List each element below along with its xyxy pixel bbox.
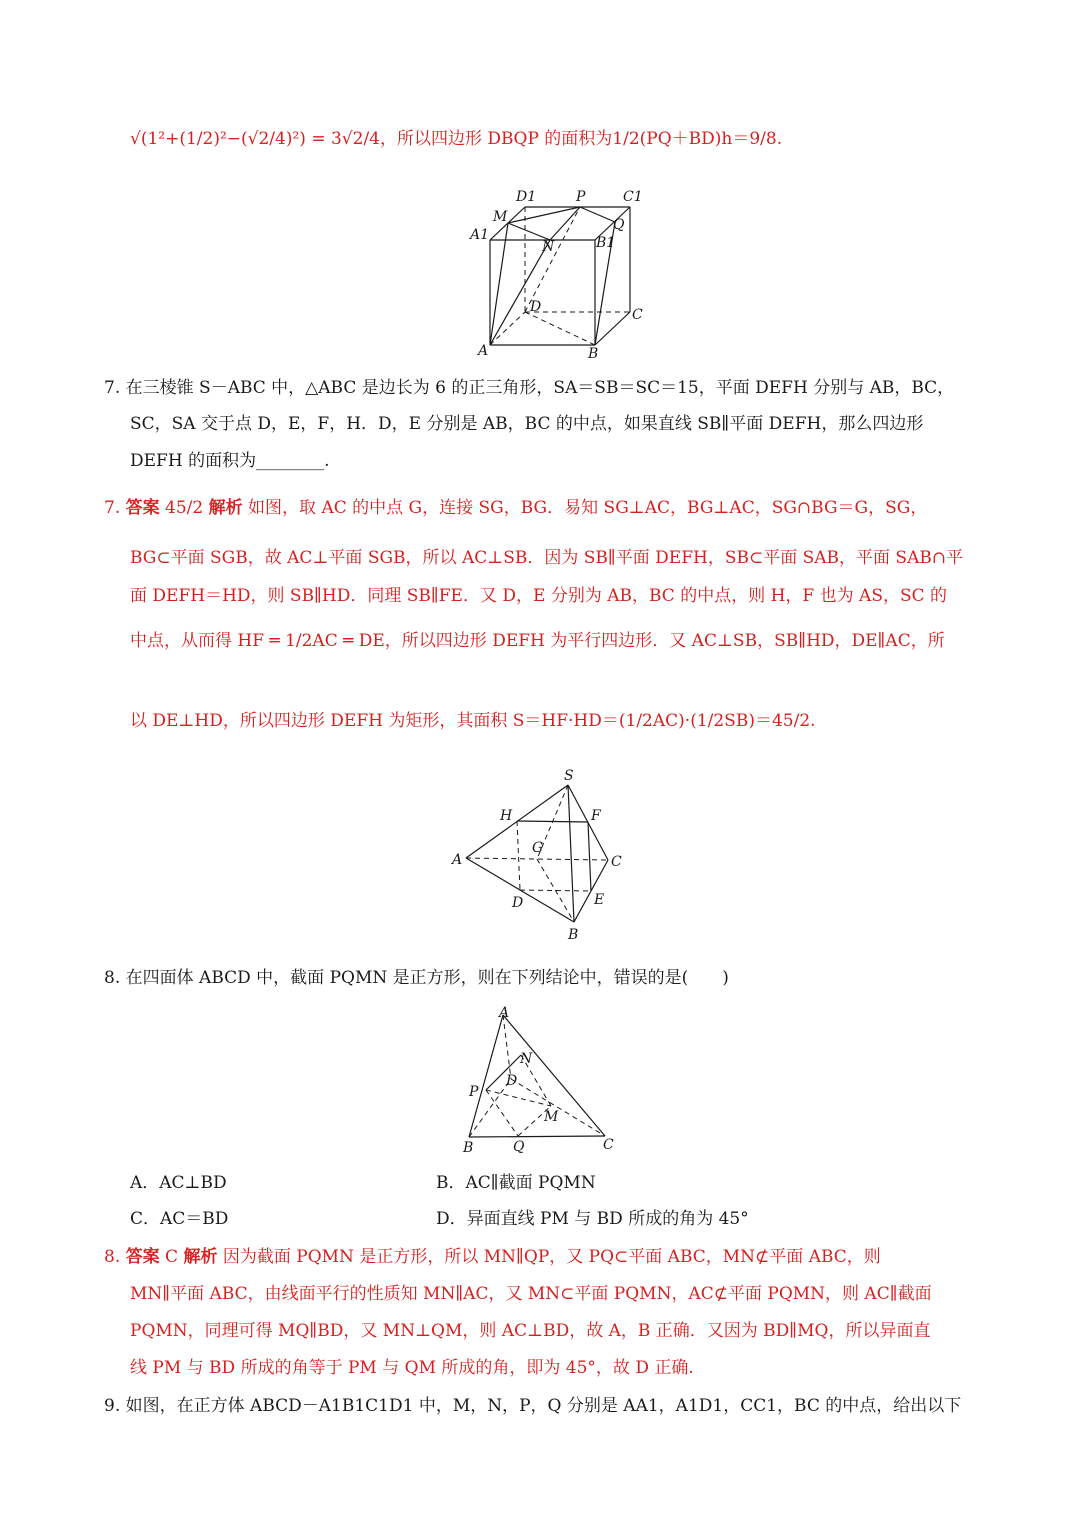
fig1-label-d: D — [530, 299, 542, 315]
fig2-label-d: D — [512, 895, 524, 911]
top-formula: √(1²+(1/2)²−(√2/4)²) = 3√2/4，所以四边形 DBQP 的面积为1/2(PQ＋BD)h＝9/8. — [130, 129, 783, 149]
fig2-label-e: E — [594, 892, 605, 908]
fig1-label-a1: A1 — [470, 227, 490, 243]
fig1-label-n: N — [542, 239, 555, 255]
a8-answer-value: C — [165, 1247, 179, 1267]
fig1-label-b1: B1 — [596, 235, 616, 251]
a7-line-2: BG⊂平面 SGB，故 AC⊥平面 SGB，所以 AC⊥SB．因为 SB∥平面 DEFH，SB⊂平面 SAB，平面 SAB∩平 — [130, 548, 964, 568]
a7-analysis-label: 解析 — [208, 498, 243, 518]
figure-cube — [460, 185, 660, 369]
a7-answer-value: 45/2 — [165, 498, 204, 518]
fig1-label-m: M — [493, 209, 508, 225]
q7-line-1: 7. 在三棱锥 S－ABC 中，△ABC 是边长为 6 的正三角形，SA＝SB＝SC＝15，平面 DEFH 分别与 AB，BC， — [104, 378, 955, 398]
fig2-label-a: A — [452, 852, 463, 868]
fig3-label-n: N — [520, 1051, 533, 1067]
fig1-label-b: B — [588, 346, 599, 362]
fig3-label-a: A — [499, 1005, 510, 1021]
a7-line-3: 面 DEFH＝HD，则 SB∥HD．同理 SB∥FE．又 D，E 分别为 AB，BC 的中点，则 H，F 也为 AS，SC 的 — [130, 586, 948, 606]
fig3-label-q: Q — [513, 1139, 525, 1155]
q7-line-3: DEFH 的面积为________. — [130, 451, 330, 471]
fig2-label-b: B — [568, 927, 579, 943]
a8-answer-label: 答案 — [125, 1247, 160, 1267]
fig2-label-h: H — [500, 808, 513, 824]
a8-line-2: MN∥平面 ABC，由线面平行的性质知 MN∥AC，又 MN⊂平面 PQMN，AC⊄平面 PQMN，则 AC∥截面 — [130, 1284, 932, 1304]
fig2-label-c: C — [611, 854, 622, 870]
q8-choice-c: C．AC＝BD — [130, 1209, 229, 1229]
a8-line-3: PQMN，同理可得 MQ∥BD，又 MN⊥QM，则 AC⊥BD，故 A，B 正确．又因为 BD∥MQ，所以异面直 — [130, 1321, 931, 1341]
fig2-label-s: S — [564, 768, 574, 784]
fig1-label-a: A — [478, 343, 489, 359]
q8-choice-a: A．AC⊥BD — [130, 1173, 227, 1193]
q7-line-2: SC，SA 交于点 D，E，F，H．D，E 分别是 AB，BC 的中点，如果直线 SB∥平面 DEFH，那么四边形 — [130, 414, 924, 434]
fig1-label-q: Q — [613, 217, 625, 233]
a8-line-4: 线 PM 与 BD 所成的角等于 PM 与 QM 所成的角，即为 45°，故 D 正确. — [130, 1358, 694, 1378]
fig1-label-p: P — [576, 189, 586, 205]
fig3-label-p: P — [469, 1084, 479, 1100]
fig1-label-c1: C1 — [623, 189, 643, 205]
a7-line-4: 中点，从而得 HF ═ 1/2AC ═ DE，所以四边形 DEFH 为平行四边形．又 AC⊥SB，SB∥HD，DE∥AC，所 — [130, 631, 945, 651]
figure-tetrahedron-sabc — [448, 768, 638, 947]
figure-tetrahedron-abcd — [455, 1003, 635, 1162]
q8-line: 8. 在四面体 ABCD 中，截面 PQMN 是正方形，则在下列结论中，错误的是( ) — [104, 968, 729, 988]
a8-line-1: 8. 答案 C 解析 因为截面 PQMN 是正方形，所以 MN∥QP，又 PQ⊂平面 ABC，MN⊄平面 ABC，则 — [104, 1247, 881, 1267]
a7-line-5: 以 DE⊥HD，所以四边形 DEFH 为矩形，其面积 S＝HF·HD＝(1/2AC)·(1/2SB)＝45/2. — [130, 711, 816, 731]
fig1-label-d1: D1 — [516, 189, 537, 205]
a7-line-1: 7. 答案 45/2 解析 如图，取 AC 的中点 G，连接 SG，BG．易知 SG⊥AC，BG⊥AC，SG∩BG＝G，SG， — [104, 498, 928, 518]
fig3-label-c: C — [603, 1137, 614, 1153]
fig1-label-c: C — [632, 307, 643, 323]
q9-line: 9. 如图，在正方体 ABCD－A1B1C1D1 中，M，N，P，Q 分别是 AA1，A1D1，CC1，BC 的中点，给出以下 — [104, 1396, 962, 1416]
fig2-label-g: G — [532, 840, 544, 856]
fig3-label-b: B — [463, 1140, 474, 1156]
fig2-label-f: F — [591, 808, 601, 824]
q8-choice-b: B．AC∥截面 PQMN — [436, 1173, 596, 1193]
q8-choice-d: D．异面直线 PM 与 BD 所成的角为 45° — [436, 1209, 749, 1229]
a8-analysis-label: 解析 — [183, 1247, 218, 1267]
fig3-label-d: D — [506, 1073, 518, 1089]
a7-answer-label: 答案 — [125, 498, 160, 518]
fig3-label-m: M — [544, 1109, 559, 1125]
